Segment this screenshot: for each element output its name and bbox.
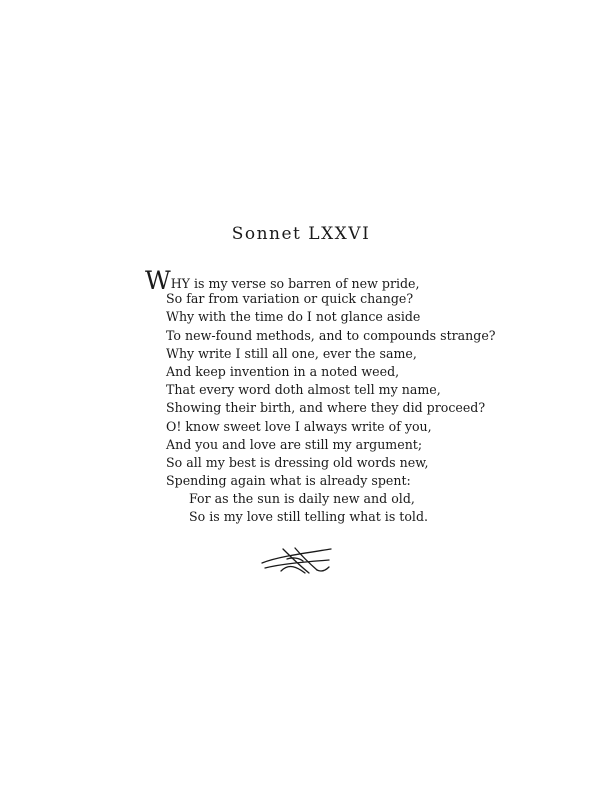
poem-line: So all my best is dressing old words new,: [166, 454, 429, 470]
couplet-line: For as the sun is daily new and old,: [189, 491, 415, 507]
poem-line: Why write I still all one, ever the same,: [166, 345, 417, 361]
first-line-text: HY is my verse so barren of new pride,: [170, 276, 420, 291]
sonnet-body: [145, 266, 525, 527]
flourish-ornament-icon: [259, 545, 335, 577]
drop-cap: W: [145, 266, 171, 295]
page-title: Sonnet LXXVI: [231, 224, 371, 244]
poem-line: O! know sweet love I always write of you,: [166, 418, 432, 434]
poem-line: That every word doth almost tell my name,: [166, 382, 441, 398]
poem-line: Showing their birth, and where they did proceed?: [166, 400, 486, 416]
couplet-line: So is my love still telling what is told.: [189, 509, 429, 525]
poem-line: Why with the time do I not glance aside: [166, 309, 421, 325]
poem-line: [145, 266, 525, 295]
poem-line: Spending again what is already spent:: [166, 473, 411, 489]
poem-line: And you and love are still my argument;: [166, 436, 423, 452]
poem-line: To new-found methods, and to compounds strange?: [166, 327, 496, 343]
poem-line: So far from variation or quick change?: [166, 291, 414, 307]
poem-line: And keep invention in a noted weed,: [166, 363, 400, 379]
